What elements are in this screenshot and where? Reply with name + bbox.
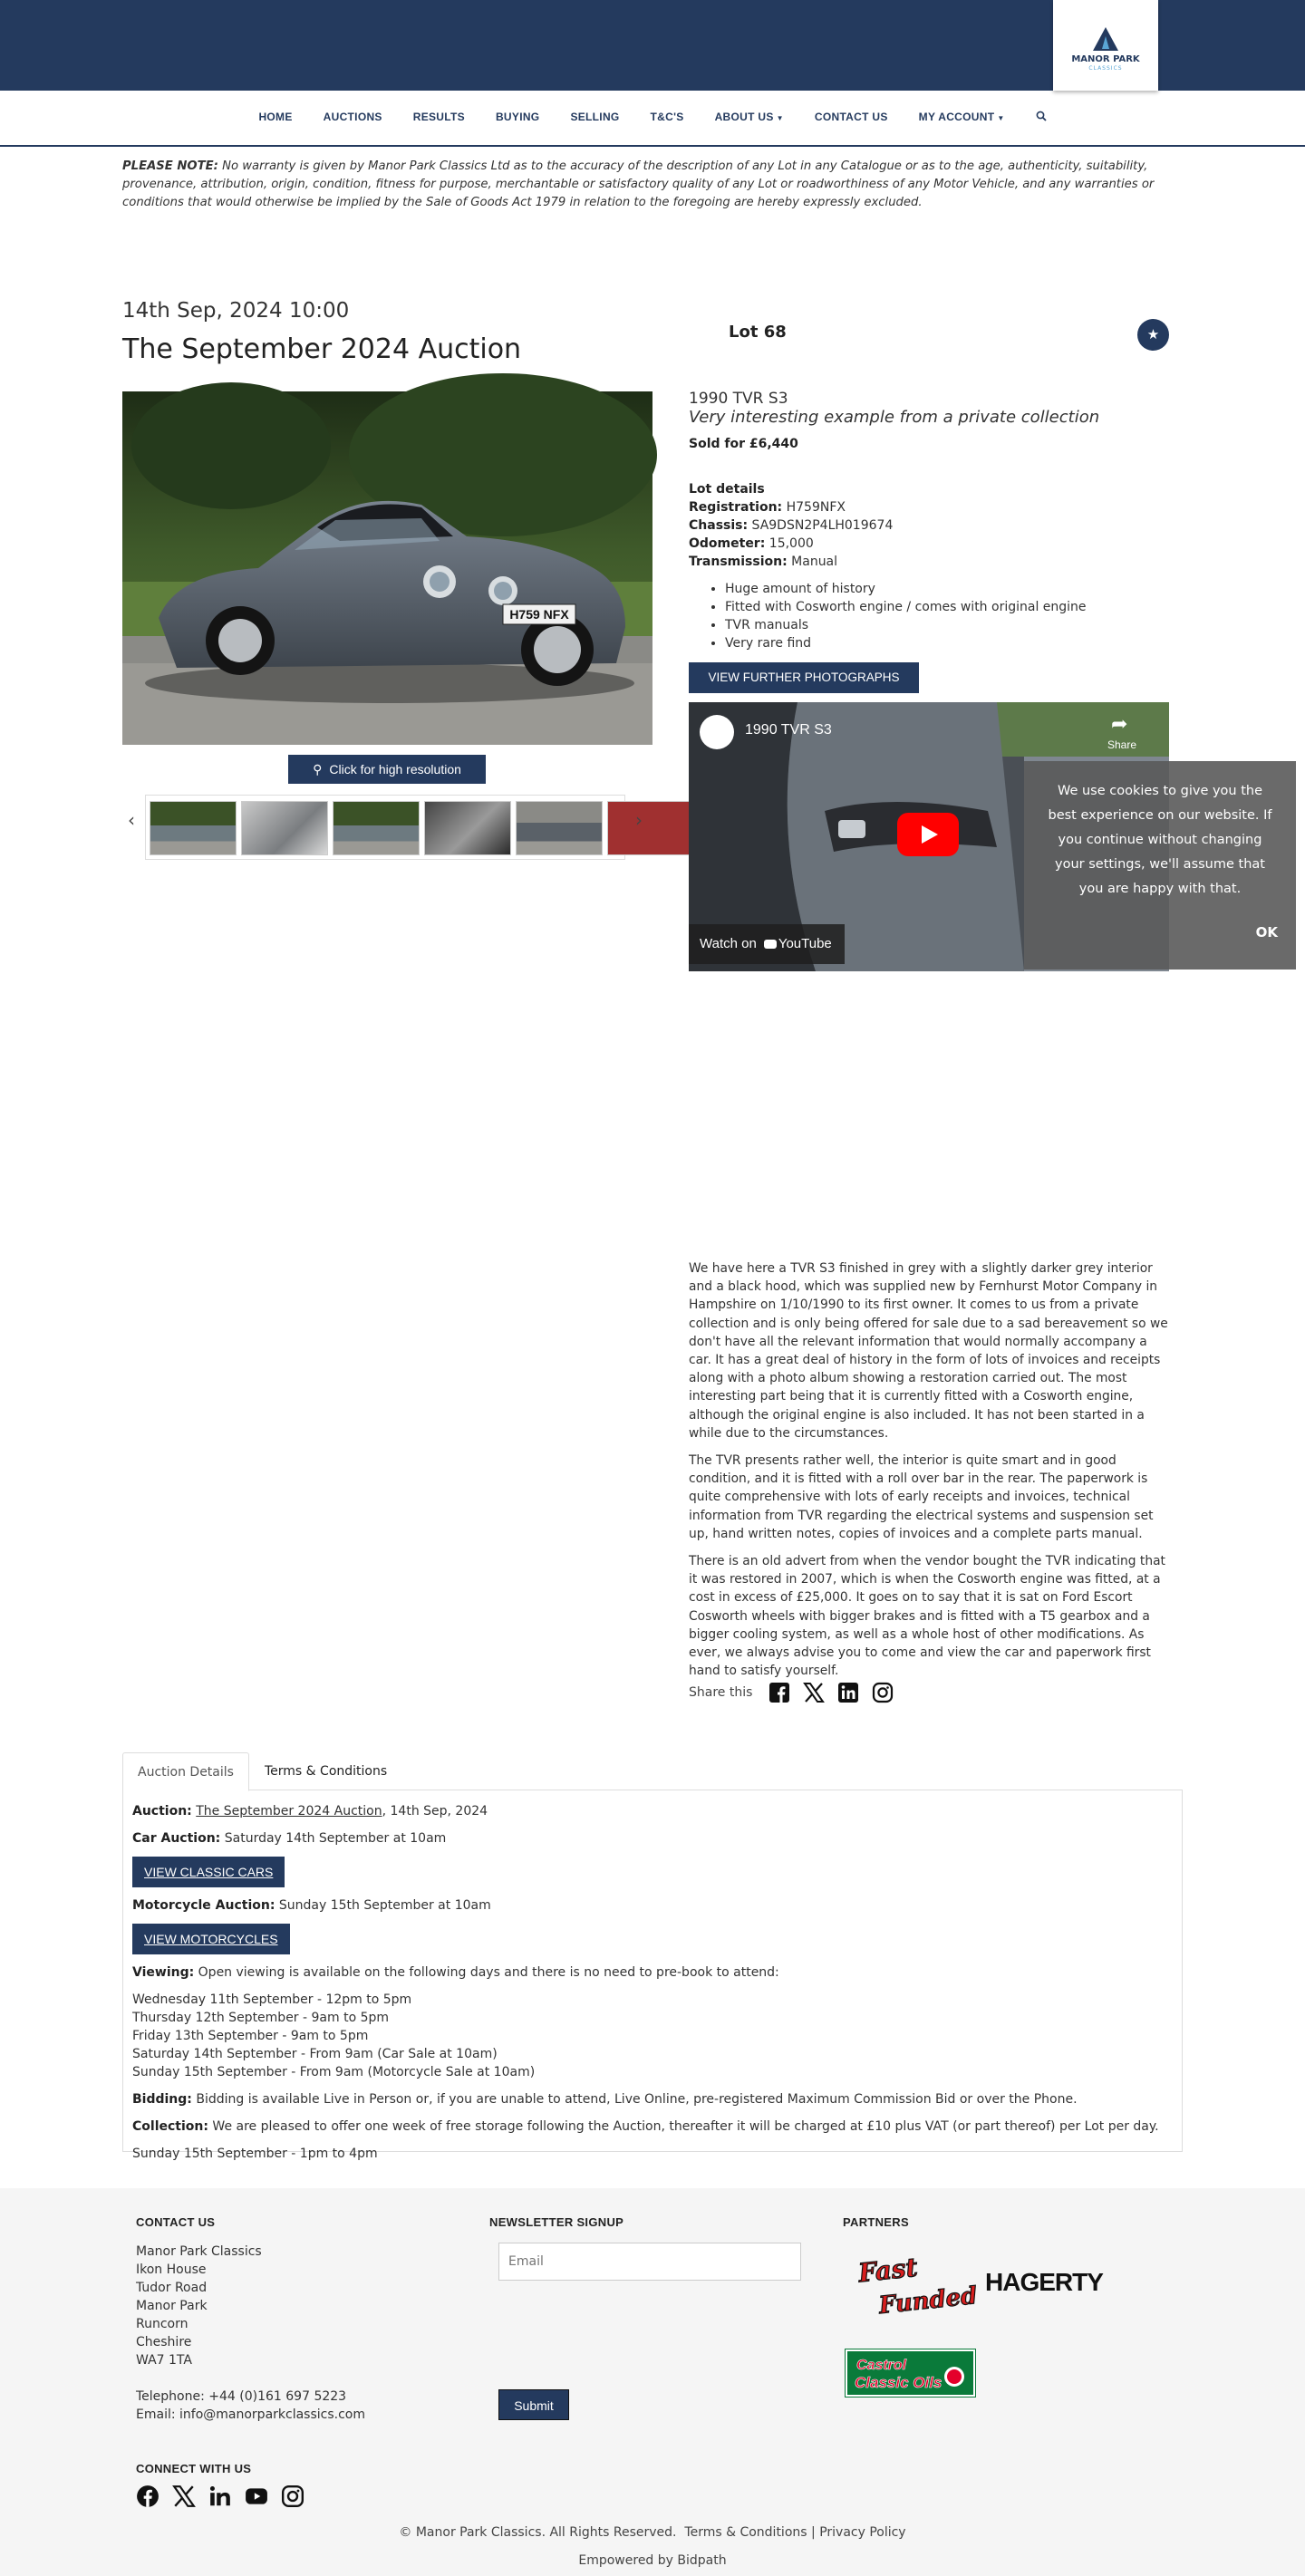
viewing-day: Saturday 14th September - From 9am (Car Sale at 10am) bbox=[132, 2047, 498, 2061]
nav-about-us-label: ABOUT US bbox=[714, 111, 774, 123]
nav-home[interactable]: HOME bbox=[258, 111, 293, 123]
share-row bbox=[689, 1682, 894, 1703]
lot-number: Lot 68 bbox=[729, 323, 787, 342]
watch-lot-button[interactable] bbox=[1137, 319, 1169, 351]
viewing-day: Wednesday 11th September - 12pm to 5pm bbox=[132, 1992, 412, 2007]
sold-price: Sold for £6,440 bbox=[689, 437, 798, 451]
caret-down-icon: ▼ bbox=[997, 114, 1005, 122]
viewing-day: Sunday 15th September - From 9am (Motorcycle Sale at 10am) bbox=[132, 2065, 536, 2079]
chevron-right-icon[interactable]: › bbox=[635, 809, 643, 831]
thumbnail-track bbox=[145, 795, 625, 860]
tab-terms-conditions[interactable]: Terms & Conditions bbox=[265, 1764, 388, 1779]
thumbnail-image[interactable] bbox=[333, 801, 420, 855]
highlight-item: • Huge amount of history bbox=[725, 580, 1087, 598]
contact-heading: CONTACT US bbox=[136, 2215, 216, 2229]
instagram-icon[interactable] bbox=[281, 2484, 304, 2508]
lot-subtitle: Very interesting example from a private collection bbox=[689, 408, 1100, 427]
linkedin-icon[interactable] bbox=[208, 2484, 232, 2508]
watch-on-youtube-button[interactable] bbox=[689, 924, 845, 964]
view-further-photographs-button[interactable]: VIEW FURTHER PHOTOGRAPHS bbox=[689, 662, 919, 693]
search-icon bbox=[1036, 111, 1047, 121]
chassis-label: Chassis: bbox=[689, 518, 749, 533]
logo-title: MANOR PARK bbox=[1071, 54, 1140, 64]
caret-down-icon: ▼ bbox=[776, 114, 784, 122]
newsletter-submit-button[interactable]: Submit bbox=[498, 2389, 569, 2420]
registration-value: H759NFX bbox=[786, 500, 846, 515]
nav-about-us[interactable] bbox=[700, 111, 799, 123]
transmission-label: Transmission: bbox=[689, 555, 788, 569]
lot-description bbox=[689, 1259, 1169, 1689]
site-footer bbox=[0, 2188, 1305, 2576]
address-line: Ikon House bbox=[136, 2262, 207, 2277]
disclaimer-text: No warranty is given by Manor Park Classics Ltd as to the accuracy of the description of any Lot in any Catalogue or as to the age, authenticity, suitability, provenance, attribution, origin, condition, fitness for purpose, merchantable or satisfactory quality of any Lot or roadworthiness of any Motor Vehicle, and any warranties or conditions that would otherwise be implied by the Sale of Goods Act 1979 in relation to the foregoing are hereby expressly excluded. bbox=[122, 159, 1155, 209]
thumbnail-image[interactable] bbox=[424, 801, 511, 855]
view-motorcycles-button[interactable]: VIEW MOTORCYCLES bbox=[132, 1924, 290, 1954]
youtube-logo-icon bbox=[764, 940, 777, 949]
address-line: Cheshire bbox=[136, 2335, 192, 2349]
nav-tcs[interactable]: T&C'S bbox=[650, 111, 684, 123]
x-twitter-icon[interactable] bbox=[803, 1682, 825, 1703]
disclaimer-label: PLEASE NOTE: bbox=[122, 159, 218, 173]
collection-label: Collection: bbox=[132, 2119, 208, 2134]
watch-on-label: Watch on bbox=[700, 936, 757, 951]
cookie-banner bbox=[1024, 761, 1296, 970]
number-plate: H759 NFX bbox=[509, 607, 569, 622]
thumbnail-image[interactable] bbox=[241, 801, 328, 855]
footer-privacy-link[interactable]: Privacy Policy bbox=[819, 2525, 906, 2540]
facebook-icon[interactable] bbox=[768, 1682, 790, 1703]
lot-title: 1990 TVR S3 bbox=[689, 390, 788, 408]
video-share-label[interactable]: Share bbox=[1107, 738, 1137, 751]
highlight-item: • TVR manuals bbox=[725, 616, 1087, 634]
partners-heading: PARTNERS bbox=[843, 2215, 909, 2229]
contact-address bbox=[136, 2243, 365, 2424]
castrol-logo-image bbox=[847, 2351, 973, 2395]
lot-details-heading: Lot details bbox=[689, 482, 765, 497]
nav-my-account-label: MY ACCOUNT bbox=[918, 111, 995, 123]
instagram-icon[interactable] bbox=[872, 1682, 894, 1703]
share-icon[interactable]: ➦ bbox=[1111, 713, 1128, 736]
motorcycle-auction-text: Sunday 15th September at 10am bbox=[278, 1898, 491, 1913]
address-line: Runcorn bbox=[136, 2317, 188, 2331]
car-auction-label: Car Auction: bbox=[132, 1831, 221, 1846]
viewing-label: Viewing: bbox=[132, 1965, 195, 1980]
lot-highlights bbox=[725, 580, 1087, 652]
powered-by[interactable]: Empowered by Bidpath bbox=[578, 2553, 727, 2568]
thumbnail-image[interactable] bbox=[150, 801, 237, 855]
svg-text:Fast: Fast bbox=[856, 2252, 919, 2289]
thumbnail-carousel bbox=[122, 791, 652, 863]
logo-subtitle: CLASSICS bbox=[1088, 65, 1123, 72]
fast-funded-logo-image bbox=[852, 2250, 979, 2320]
footer-terms-link[interactable]: Terms & Conditions bbox=[684, 2525, 807, 2540]
address-line: Manor Park bbox=[136, 2299, 208, 2313]
telephone[interactable]: Telephone: +44 (0)161 697 5223 bbox=[136, 2389, 347, 2404]
collection-day: Sunday 15th September - 1pm to 4pm bbox=[132, 2147, 378, 2161]
car-photo-image bbox=[122, 391, 652, 745]
collection-text: We are pleased to offer one week of free storage following the Auction, thereafter it will be charged at £10 plus VAT (or part thereof) per Lot per day. bbox=[212, 2119, 1159, 2134]
auction-label: Auction: bbox=[132, 1804, 192, 1819]
auction-title: The September 2024 Auction bbox=[122, 333, 522, 365]
disclaimer-note bbox=[122, 158, 1183, 212]
svg-text:Castrol: Castrol bbox=[856, 2358, 907, 2373]
x-twitter-icon[interactable] bbox=[172, 2484, 196, 2508]
auction-date: 14th Sep, 2024 10:00 bbox=[122, 299, 350, 323]
video-title[interactable]: 1990 TVR S3 bbox=[745, 722, 832, 738]
youtube-label: YouTube bbox=[778, 936, 832, 951]
email[interactable]: Email: info@manorparkclassics.com bbox=[136, 2407, 365, 2422]
nav-selling[interactable]: SELLING bbox=[570, 111, 620, 123]
highlight-item: • Fitted with Cosworth engine / comes with original engine bbox=[725, 598, 1087, 616]
copyright-text: © Manor Park Classics. All Rights Reserved. bbox=[399, 2525, 677, 2540]
highlight-item: • Very rare find bbox=[725, 634, 1087, 652]
transmission-value: Manual bbox=[791, 555, 838, 569]
high-resolution-label: Click for high resolution bbox=[329, 762, 461, 777]
channel-avatar[interactable] bbox=[700, 715, 734, 749]
newsletter-email-input[interactable] bbox=[498, 2243, 801, 2281]
auction-tabs bbox=[122, 1752, 1183, 1790]
description-paragraph: We have here a TVR S3 finished in grey with a slightly darker grey interior and a black hood, which was supplied new by Fernhurst Motor Company in Hampshire on 1/10/1990 to its first owner. It comes to us from a private collection and is only being offered for sale due to a sad bereavement so we don't have all the relevant information that would normally accompany a car. It has a great deal of history in the form of lots of invoices and receipts along with a photo album showing a restoration carried out. The most interesting part being that it is currently fitted with a Cosworth engine, although the original engine is also included. It has not been started in a while due to the circumstances. bbox=[689, 1261, 1168, 1441]
svg-text:Funded: Funded bbox=[877, 2282, 979, 2320]
viewing-day: Thursday 12th September - 9am to 5pm bbox=[132, 2011, 390, 2025]
odometer-value: 15,000 bbox=[768, 536, 814, 551]
newsletter-heading: NEWSLETTER SIGNUP bbox=[489, 2215, 624, 2229]
main-lot-photo[interactable] bbox=[122, 391, 652, 745]
star-icon: ★ bbox=[1146, 326, 1160, 343]
motorcycle-auction-label: Motorcycle Auction: bbox=[132, 1898, 276, 1913]
odometer-label: Odometer: bbox=[689, 536, 766, 551]
viewing-day: Friday 13th September - 9am to 5pm bbox=[132, 2029, 369, 2043]
address-line: Manor Park Classics bbox=[136, 2244, 262, 2259]
nav-search[interactable] bbox=[1020, 111, 1062, 123]
nav-results[interactable]: RESULTS bbox=[412, 111, 465, 123]
main-nav bbox=[0, 91, 1305, 147]
tab-auction-details[interactable]: Auction Details bbox=[122, 1752, 249, 1791]
bidding-label: Bidding: bbox=[132, 2092, 192, 2107]
chassis-value: SA9DSN2P4LH019674 bbox=[751, 518, 894, 533]
nav-auctions[interactable]: AUCTIONS bbox=[323, 111, 382, 123]
high-resolution-button[interactable] bbox=[288, 755, 486, 784]
description-paragraph: There is an old advert from when the vendor bought the TVR indicating that it was restored in 2007, which is when the Cosworth engine was fitted, at a cost in excess of £25,000. It goes on to say that it is sat on Ford Escort Cosworth wheels with bigger brakes and is fitted with a T5 gearbox and a bigger cooling system, as well as a whole host of other modifications. As ever, we always advise you to come and view the car and paperwork first hand to satisfy yourself. bbox=[689, 1554, 1165, 1679]
top-header-bar bbox=[0, 0, 1305, 91]
fast-funded-logo[interactable] bbox=[852, 2250, 979, 2320]
play-icon[interactable] bbox=[897, 813, 959, 856]
linkedin-icon[interactable] bbox=[837, 1682, 859, 1703]
site-logo[interactable] bbox=[1053, 0, 1158, 91]
car-auction-text: Saturday 14th September at 10am bbox=[224, 1831, 447, 1846]
copyright-line: © Manor Park Classics. All Rights Reserved. Terms & Conditions | Privacy Policy bbox=[399, 2525, 906, 2540]
address-line: Tudor Road bbox=[136, 2281, 208, 2295]
nav-my-account[interactable] bbox=[904, 111, 1020, 123]
nav-buying[interactable]: BUYING bbox=[495, 111, 540, 123]
hagerty-logo[interactable]: HAGERTY bbox=[985, 2268, 1103, 2296]
castrol-classic-oils-logo[interactable] bbox=[846, 2349, 975, 2397]
youtube-icon[interactable] bbox=[245, 2484, 268, 2508]
cookie-ok-button[interactable]: OK bbox=[1255, 924, 1278, 941]
auction-link[interactable]: The September 2024 Auction bbox=[196, 1804, 382, 1819]
search-icon: ⚲ bbox=[313, 762, 323, 777]
description-paragraph: The TVR presents rather well, the interior is quite smart and in good condition, and it is fitted with a roll over bar in the rear. The paperwork is quite comprehensive with lots of early receipts and invoices, technical information from TVR regarding the electrical systems and suspension set up, hand written notes, copies of invoices and a complete parts manual. bbox=[689, 1453, 1154, 1541]
address-line: WA7 1TA bbox=[136, 2353, 192, 2368]
auction-date-text: , 14th Sep, 2024 bbox=[382, 1804, 488, 1819]
facebook-icon[interactable] bbox=[136, 2484, 160, 2508]
thumbnail-image[interactable] bbox=[516, 801, 603, 855]
svg-text:Classic Oils: Classic Oils bbox=[855, 2374, 942, 2391]
share-label: Share this bbox=[689, 1685, 753, 1700]
connect-heading: CONNECT WITH US bbox=[136, 2462, 252, 2475]
footer-social-icons bbox=[136, 2484, 304, 2508]
cookie-text: We use cookies to give you the best experience on our website. If you continue without changing your settings, we'll assume that you are happy with that. bbox=[1048, 784, 1272, 896]
viewing-text: Open viewing is available on the following days and there is no need to pre-book to attend: bbox=[198, 1965, 779, 1980]
bidding-text: Bidding is available Live in Person or, if you are unable to attend, Live Online, pre-registered Maximum Commission Bid or over the Phone. bbox=[196, 2092, 1078, 2107]
nav-contact-us[interactable]: CONTACT US bbox=[814, 111, 888, 123]
registration-label: Registration: bbox=[689, 500, 783, 515]
chevron-left-icon[interactable]: ‹ bbox=[128, 809, 135, 831]
thumbnail-image[interactable] bbox=[607, 801, 694, 855]
auction-details-panel bbox=[122, 1790, 1183, 2161]
logo-triangle-icon bbox=[1093, 27, 1118, 51]
lot-details bbox=[689, 480, 893, 571]
view-classic-cars-button[interactable]: VIEW CLASSIC CARS bbox=[132, 1857, 285, 1887]
